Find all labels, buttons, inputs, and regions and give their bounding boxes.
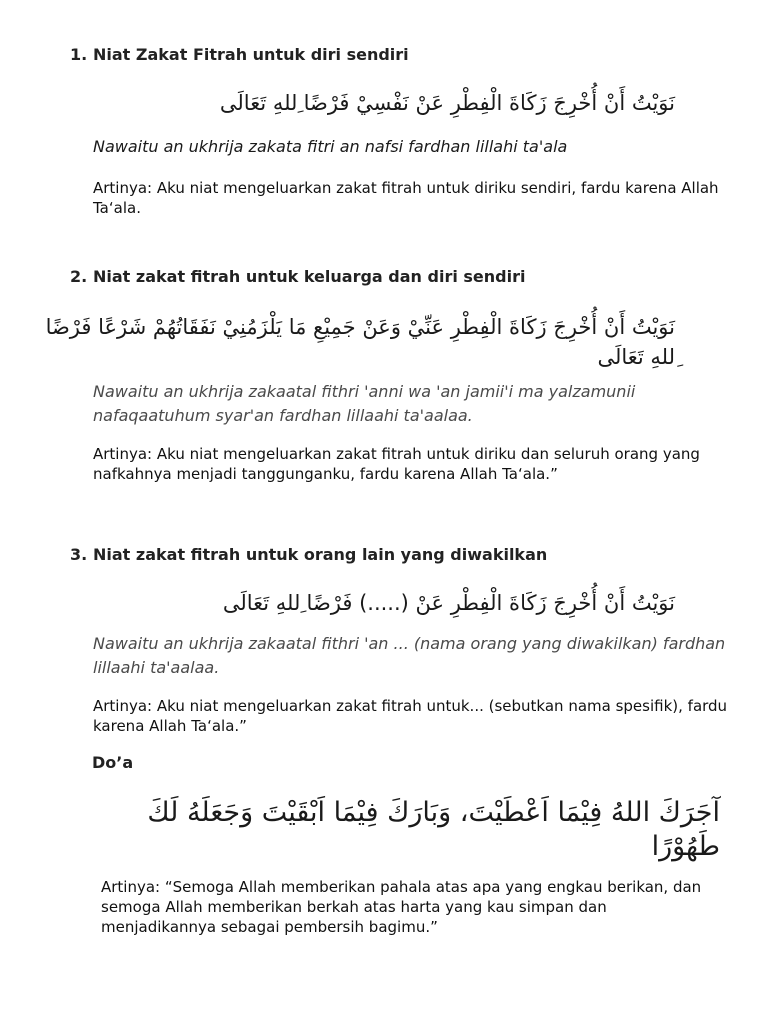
section-2-heading bbox=[70, 267, 525, 286]
section-2-meaning: Artinya: Aku niat mengeluarkan zakat fitrah untuk diriku dan seluruh orang yang nafkahnya menjadi tanggunganku, fardu karena Allah Ta‘ala.” bbox=[93, 445, 700, 483]
section-3-heading bbox=[70, 545, 547, 564]
section-1-meaning: Artinya: Aku niat mengeluarkan zakat fitrah untuk diriku sendiri, fardu karena Allah Ta‘ala. bbox=[93, 179, 719, 217]
section-2-title: Niat zakat fitrah untuk keluarga dan diri sendiri bbox=[93, 267, 526, 286]
section-2-arabic-text: نَوَيْتُ أَنْ أُخْرِجَ زَكَاةَ الْفِطْرِ عَنِّيْ وَعَنْ جَمِيْعِ مَا يَلْزَمُنِيْ نَفَقَاتُهُمْ شَرْعًا فَرْضًا ِللهِ تَعَالَى bbox=[45, 315, 675, 369]
section-3-meaning: Artinya: Aku niat mengeluarkan zakat fitrah untuk... (sebutkan nama spesifik), fardu karena Allah Ta‘ala.” bbox=[93, 697, 728, 735]
section-1-latin-transliteration: Nawaitu an ukhrija zakata fitri an nafsi fardhan lillahi ta'ala bbox=[93, 137, 568, 156]
section-3-latin-transliteration: Nawaitu an ukhrija zakaatal fithri 'an ... (nama orang yang diwakilkan) fardhan lillaahi ta'aalaa. bbox=[93, 634, 726, 677]
section-2-number: 2. bbox=[70, 267, 88, 286]
section-3-number: 3. bbox=[70, 545, 88, 564]
section-1-arabic-text: نَوَيْتُ أَنْ أُخْرِجَ زَكَاةَ الْفِطْرِ عَنْ نَفْسِيْ فَرْضًا ِللهِ تَعَالَى bbox=[219, 91, 675, 115]
section-1-heading bbox=[70, 45, 409, 64]
section-3-title: Niat zakat fitrah untuk orang lain yang diwakilkan bbox=[93, 545, 548, 564]
doa-meaning: Artinya: “Semoga Allah memberikan pahala atas apa yang engkau berikan, dan semoga Allah memberikan berkah atas harta yang kau simpan dan menjadikannya sebagai pembersih bagimu.” bbox=[101, 878, 702, 936]
section-1-number: 1. bbox=[70, 45, 88, 64]
doa-arabic-text: آجَرَكَ اللهُ فِيْمَا اَعْطَيْتَ، وَبَارَكَ فِيْمَا اَبْقَيْتَ وَجَعَلَهُ لَكَ طَهُوْرًا bbox=[147, 797, 720, 862]
section-3-arabic-text: نَوَيْتُ أَنْ أُخْرِجَ زَكَاةَ الْفِطْرِ عَنْ (.....) فَرْضًا ِللهِ تَعَالَى bbox=[222, 591, 675, 615]
doa-heading: Do’a bbox=[92, 753, 134, 772]
section-2-latin-transliteration: Nawaitu an ukhrija zakaatal fithri 'anni wa 'an jamii'i ma yalzamunii nafaqaatuhum syar'an fardhan lillaahi ta'aalaa. bbox=[93, 382, 636, 425]
section-1-title: Niat Zakat Fitrah untuk diri sendiri bbox=[93, 45, 409, 64]
